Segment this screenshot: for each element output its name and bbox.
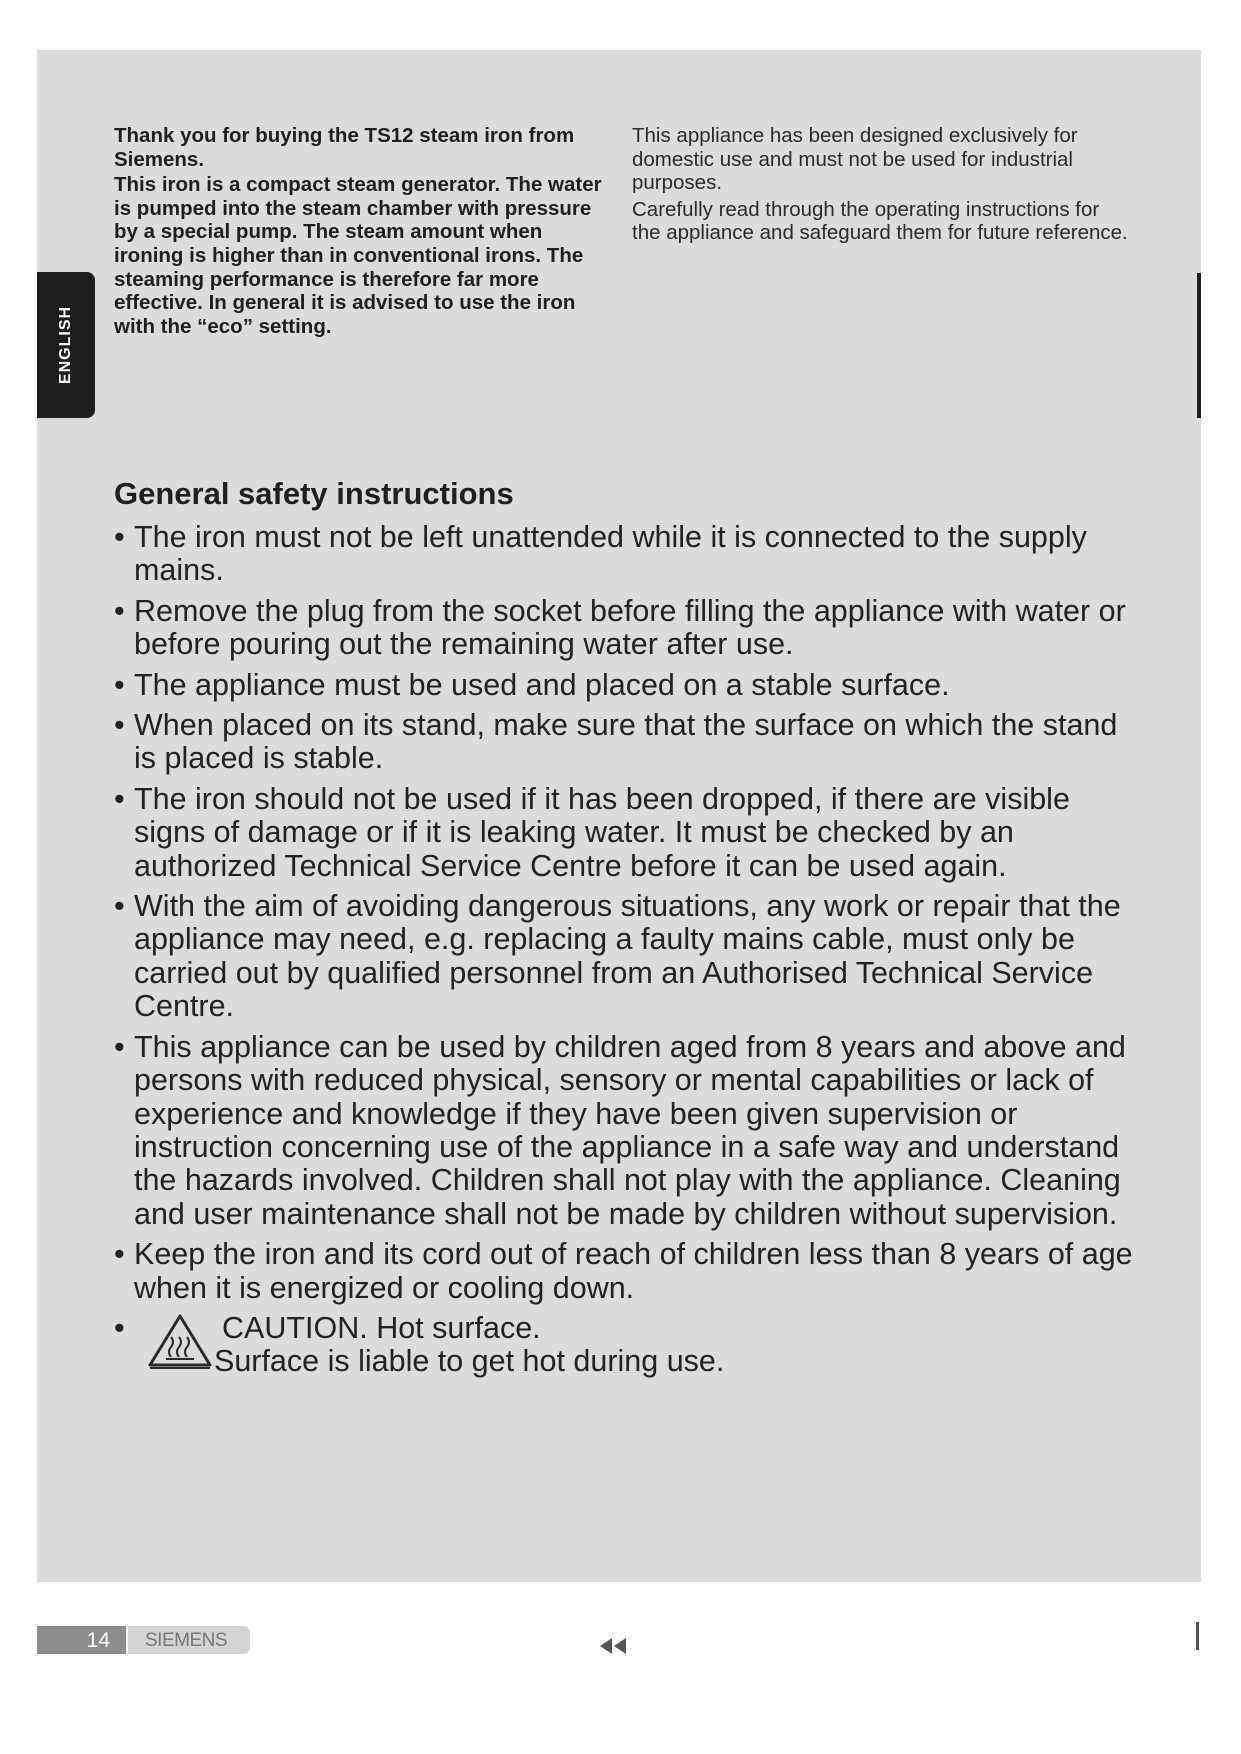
list-item (114, 890, 1134, 1024)
bullet: • (114, 708, 125, 743)
intro-left-column (114, 124, 609, 340)
brand-badge (128, 1626, 250, 1654)
list-item (114, 669, 1134, 702)
list-item-text: The iron should not be used if it has been dropped, if there are visible signs of damage or if it is leaking water. It must be checked by an authorized Technical Service Centre before it can be used again. (134, 781, 1070, 883)
bullet: • (114, 593, 125, 628)
double-left-arrow-icon[interactable] (598, 1636, 630, 1656)
bullet: • (114, 1237, 125, 1272)
bullet: • (114, 520, 125, 554)
page-number-badge (37, 1626, 126, 1654)
caution-title: CAUTION. Hot surface. (222, 1310, 541, 1345)
intro-thank-you: Thank you for buying the TS12 steam iron from Siemens. (114, 124, 575, 171)
right-edge-marker (1197, 273, 1201, 418)
list-item-text: Remove the plug from the socket before filling the appliance with water or before pouring out the remaining water after use. (134, 593, 1126, 662)
list-item (114, 783, 1134, 883)
bullet: • (114, 667, 125, 702)
list-item-text: With the aim of avoiding dangerous situations, any work or repair that the appliance may need, e.g. replacing a faulty mains cable, must only be carried out by qualified personnel from an Authorised Technical Service Centre. (134, 889, 1121, 1024)
bullet: • (114, 889, 125, 924)
list-item (114, 595, 1134, 662)
list-item-text: When placed on its stand, make sure that the surface on which the stand is placed is stable. (134, 708, 1118, 776)
page-number: 14 (86, 1629, 110, 1652)
list-item-text: The appliance must be used and placed on a stable surface. (134, 667, 950, 702)
hot-surface-warning-icon (148, 1313, 212, 1369)
intro-right-column (632, 124, 1132, 248)
list-item-text: The iron must not be left unattended while it is connected to the supply mains. (134, 520, 1087, 588)
list-item-text: Keep the iron and its cord out of reach of children less than 8 years of age when it is energized or cooling down. (134, 1237, 1133, 1305)
list-item-text: This appliance can be used by children aged from 8 years and above and persons with reduced physical, sensory or mental capabilities or lack of experience and knowledge if they have been given supervision or instruction concerning use of the appliance in a safe way and understand the hazards involved. Children shall not play with the appliance. Cleaning and user maintenance shall not be made by children without supervision. (134, 1029, 1126, 1231)
intro-description: This iron is a compact steam generator. The water is pumped into the steam chamber with pressure by a special pump. The steam amount when ironing is higher than in conventional irons. The steaming performance is therefore far more effective. In general it is advised to use the iron with the “eco” setting. (114, 173, 602, 338)
list-item (114, 521, 1134, 588)
caution-description: Surface is liable to get hot during use. (214, 1344, 725, 1379)
language-tab (37, 272, 95, 418)
bullet: • (114, 1029, 125, 1064)
caution-text (214, 1310, 725, 1379)
bullet: • (114, 781, 125, 816)
list-item (114, 709, 1134, 776)
section-title: General safety instructions (114, 476, 514, 511)
intro-domestic-use: This appliance has been designed exclusively for domestic use and must not be used for industrial purposes. (632, 124, 1078, 195)
list-item (114, 1031, 1134, 1231)
brand-name: SIEMENS (145, 1630, 228, 1651)
footer-edge-marker (1196, 1622, 1199, 1650)
caution-item (114, 1312, 1134, 1379)
list-item (114, 1238, 1134, 1305)
safety-list (114, 521, 1134, 1386)
language-tab-label: ENGLISH (57, 305, 74, 385)
intro-read-instructions: Carefully read through the operating instructions for the appliance and safeguard them for future reference. (632, 197, 1128, 245)
bullet: • (114, 1310, 125, 1345)
